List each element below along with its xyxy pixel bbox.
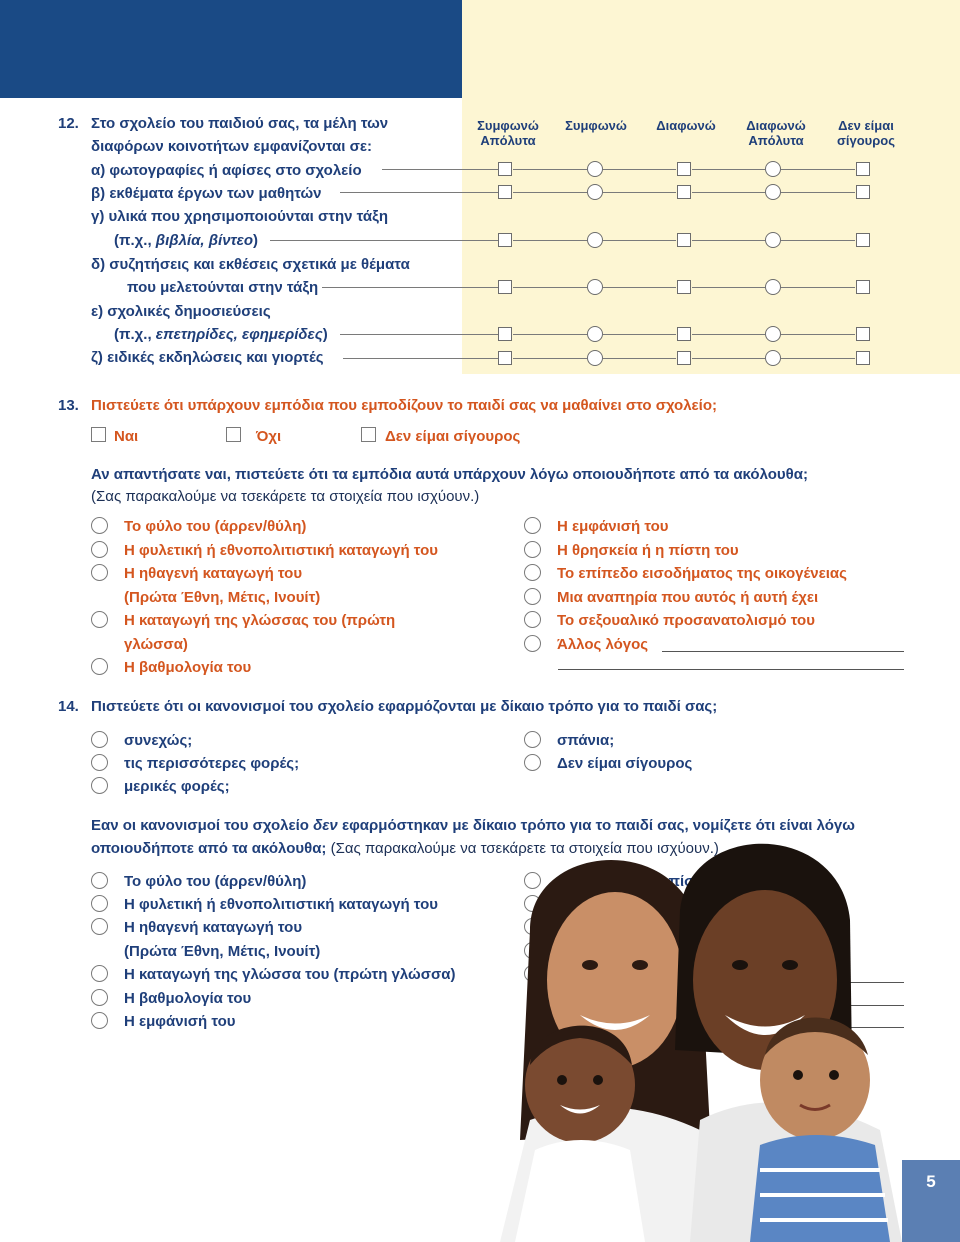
q13-number: 13. [58,397,79,414]
q14-left-option-0-label: συνεχώς; [124,732,193,749]
q12-item-a-not-sure-checkbox[interactable] [856,162,870,176]
q12-item-b-connector [781,192,855,193]
q12-item-a: α) φωτογραφίες ή αφίσες στο σχολείο [91,162,362,179]
q13-other-reason-line1[interactable] [662,651,904,652]
q12-item-c-connector [603,240,676,241]
q12-question-line2: διαφόρων κοινοτήτων εμφανίζονται σε: [91,138,372,155]
q13-left-option-2-radio[interactable] [91,564,108,581]
column-header-agree: Συμφωνώ [565,118,627,133]
q13-right-option-5-radio[interactable] [524,635,541,652]
q13-followup: Αν απαντήσατε ναι, πιστεύετε ότι τα εμπόδια αυτά υπάρχουν λόγω οποιουδήποτε από τα ακόλουθα; [91,466,808,483]
q14-reason-left-option-4-radio[interactable] [91,965,108,982]
q13-no-checkbox[interactable] [226,427,241,442]
q13-left-option-6-radio[interactable] [91,658,108,675]
q14-left-option-2-radio[interactable] [91,777,108,794]
rating-panel-background [462,0,960,374]
q12-item-f: ζ) ειδικές εκδηλώσεις και γιορτές [91,349,324,366]
q12-item-c-strongly-disagree-radio[interactable] [765,232,781,248]
q14-reason-left-option-2-radio[interactable] [91,918,108,935]
q12-item-e-strongly-agree-checkbox[interactable] [498,327,512,341]
q12-item-e-connector [781,334,855,335]
q13-right-option-0-radio[interactable] [524,517,541,534]
q12-item-c-connector [781,240,855,241]
q12-item-c-strongly-agree-checkbox[interactable] [498,233,512,247]
q12-item-c-disagree-checkbox[interactable] [677,233,691,247]
q12-item-b-connector [603,192,676,193]
q14-reason-left-option-0-label: Το φύλο του (άρρεν/θύλη) [124,873,307,890]
q12-item-d-strongly-agree-checkbox[interactable] [498,280,512,294]
q14-reason-left-option-2-label: Η ηθαγενή καταγωγή του [124,919,303,936]
column-header-disagree: Διαφωνώ [656,118,716,133]
q12-item-b-agree-radio[interactable] [587,184,603,200]
q13-left-option-1-radio[interactable] [91,541,108,558]
q12-item-f-disagree-checkbox[interactable] [677,351,691,365]
q12-item-d-line1: δ) συζητήσεις και εκθέσεις σχετικά με θέματα [91,256,410,273]
q12-item-d-not-sure-checkbox[interactable] [856,280,870,294]
q12-item-a-connector [603,169,676,170]
q13-right-option-5-label: Άλλος λόγος [557,636,649,653]
q12-item-d-leader-line [322,287,498,288]
q12-item-c-connector [692,240,765,241]
q12-item-d-connector [692,287,765,288]
q13-left-option-5-label: γλώσσα) [124,636,188,653]
q14-reason-left-option-3-label: (Πρώτα Έθνη, Μέτις, Ινουίτ) [124,943,321,960]
q12-item-a-leader-line [382,169,498,170]
q12-item-b-strongly-agree-checkbox[interactable] [498,185,512,199]
q12-item-f-connector [603,358,676,359]
column-header-strongly-disagree: Διαφωνώ Απόλυτα [746,118,806,148]
q12-item-c-line1: γ) υλικά που χρησιμοποιούνται στην τάξη [91,208,388,225]
q12-item-f-leader-line [343,358,498,359]
q12-item-c-connector [513,240,587,241]
q13-right-option-2-radio[interactable] [524,564,541,581]
q12-item-a-connector [692,169,765,170]
q12-item-b-connector [692,192,765,193]
q12-item-b-not-sure-checkbox[interactable] [856,185,870,199]
q13-right-option-2-label: Το επίπεδο εισοδήματος της οικογένειας [557,565,847,582]
q12-item-d-agree-radio[interactable] [587,279,603,295]
q13-left-option-0-radio[interactable] [91,517,108,534]
q12-item-b-leader-line [340,192,498,193]
q14-reason-left-option-4-label: Η καταγωγή της γλώσσα του (πρώτη γλώσσα) [124,966,456,983]
q14-reason-left-option-1-radio[interactable] [91,895,108,912]
q12-item-e-disagree-checkbox[interactable] [677,327,691,341]
q12-item-a-strongly-disagree-radio[interactable] [765,161,781,177]
column-header-not-sure: Δεν είμαι σίγουρος [837,118,895,148]
q12-item-e-connector [692,334,765,335]
q12-item-f-strongly-disagree-radio[interactable] [765,350,781,366]
q12-item-e-line2: (π.χ., επετηρίδες, εφημερίδες) [114,326,328,343]
q12-item-d-strongly-disagree-radio[interactable] [765,279,781,295]
q14-reason-left-option-5-label: Η βαθμολογία του [124,990,252,1007]
q13-left-option-4-radio[interactable] [91,611,108,628]
q12-item-e-agree-radio[interactable] [587,326,603,342]
q12-item-a-strongly-agree-checkbox[interactable] [498,162,512,176]
q12-item-a-disagree-checkbox[interactable] [677,162,691,176]
q14-right-option-0-radio[interactable] [524,731,541,748]
q13-question: Πιστεύετε ότι υπάρχουν εμπόδια που εμποδίζουν το παιδί σας να μαθαίνει στο σχολείο; [91,397,717,414]
q12-item-d-disagree-checkbox[interactable] [677,280,691,294]
q12-question-line1: Στο σχολείο του παιδιού σας, τα μέλη των [91,115,389,132]
family-photo [460,800,902,1242]
q12-item-c-not-sure-checkbox[interactable] [856,233,870,247]
q12-item-f-connector [513,358,587,359]
q14-reason-left-option-6-label: Η εμφάνισή του [124,1013,236,1030]
q13-instruction: (Σας παρακαλούμε να τσεκάρετε τα στοιχεία που ισχύουν.) [91,488,480,505]
q14-right-option-1-radio[interactable] [524,754,541,771]
q12-item-b: β) εκθέματα έργων των μαθητών [91,185,322,202]
q14-right-option-0-label: σπάνια; [557,732,615,749]
q13-left-option-0-label: Το φύλο του (άρρεν/θύλη) [124,518,307,535]
q13-right-option-0-label: Η εμφάνισή του [557,518,669,535]
q12-item-b-strongly-disagree-radio[interactable] [765,184,781,200]
q13-right-option-3-radio[interactable] [524,588,541,605]
q14-reason-left-option-1-label: Η φυλετική ή εθνοπολιτιστική καταγωγή του [124,896,438,913]
q12-item-e-connector [513,334,587,335]
q14-followup-line1: Εαν οι κανονισμοί του σχολείο δεν εφαρμόστηκαν με δίκαιο τρόπο για το παιδί σας, νομίζετε ότι είναι λόγω [91,817,855,834]
q13-yes-label: Ναι [114,428,139,445]
q12-item-c-line2: (π.χ., βιβλία, βίντεο) [114,232,259,249]
q13-other-reason-line2[interactable] [558,669,904,670]
q13-right-option-3-label: Μια αναπηρία που αυτός ή αυτή έχει [557,589,819,606]
q13-yes-checkbox[interactable] [91,427,106,442]
q12-item-e-strongly-disagree-radio[interactable] [765,326,781,342]
q12-item-f-not-sure-checkbox[interactable] [856,351,870,365]
column-header-strongly-agree: Συμφωνώ Απόλυτα [477,118,539,148]
q13-right-option-1-radio[interactable] [524,541,541,558]
q12-item-e-connector [603,334,676,335]
q13-no-label: Όχι [256,428,282,445]
q12-item-f-agree-radio[interactable] [587,350,603,366]
q12-item-b-connector [513,192,587,193]
q14-right-option-1-label: Δεν είμαι σίγουρος [557,755,693,772]
q13-left-option-4-label: Η καταγωγή της γλώσσας του (πρώτη [124,612,396,629]
q12-item-d-connector [603,287,676,288]
q14-left-option-1-label: τις περισσότερες φορές; [124,755,300,772]
q12-item-a-agree-radio[interactable] [587,161,603,177]
page-number: 5 [902,1160,960,1242]
q13-not-sure-label: Δεν είμαι σίγουρος [385,428,521,445]
q14-number: 14. [58,698,79,715]
q13-right-option-4-label: Το σεξουαλικό προσανατολισμό του [557,612,815,629]
q12-item-e-not-sure-checkbox[interactable] [856,327,870,341]
q12-item-f-connector [692,358,765,359]
q12-item-e-leader-line [340,334,498,335]
q13-left-option-3-label: (Πρώτα Έθνη, Μέτις, Ινουίτ) [124,589,321,606]
q12-item-d-connector [513,287,587,288]
q12-item-d-connector [781,287,855,288]
q14-reason-left-option-6-radio[interactable] [91,1012,108,1029]
q14-reason-left-option-0-radio[interactable] [91,872,108,889]
q13-right-option-4-radio[interactable] [524,611,541,628]
q12-item-f-strongly-agree-checkbox[interactable] [498,351,512,365]
q12-number: 12. [58,115,79,132]
q12-item-c-leader-line [270,240,498,241]
q14-left-option-0-radio[interactable] [91,731,108,748]
q13-not-sure-checkbox[interactable] [361,427,376,442]
q14-reason-left-option-5-radio[interactable] [91,989,108,1006]
q12-item-d-line2: που μελετούνται στην τάξη [127,279,319,296]
q14-followup-line2: οποιουδήποτε από τα ακόλουθα; (Σας παρακαλούμε να τσεκάρετε τα στοιχεία που ισχύουν.) [91,840,719,857]
q13-right-option-1-label: Η θρησκεία ή η πίστη του [557,542,739,559]
q12-item-c-agree-radio[interactable] [587,232,603,248]
q13-left-option-2-label: Η ηθαγενή καταγωγή του [124,565,303,582]
header-band [0,0,462,98]
q14-question: Πιστεύετε ότι οι κανονισμοί του σχολείο εφαρμόζονται με δίκαιο τρόπο για το παιδί σας; [91,698,718,715]
q12-item-a-connector [513,169,587,170]
q12-item-b-disagree-checkbox[interactable] [677,185,691,199]
q13-left-option-6-label: Η βαθμολογία του [124,659,252,676]
q13-left-option-1-label: Η φυλετική ή εθνοπολιτιστική καταγωγή του [124,542,438,559]
q14-left-option-2-label: μερικές φορές; [124,778,230,795]
q12-item-e-line1: ε) σχολικές δημοσιεύσεις [91,303,271,320]
q14-left-option-1-radio[interactable] [91,754,108,771]
q12-item-f-connector [781,358,855,359]
q12-item-a-connector [781,169,855,170]
